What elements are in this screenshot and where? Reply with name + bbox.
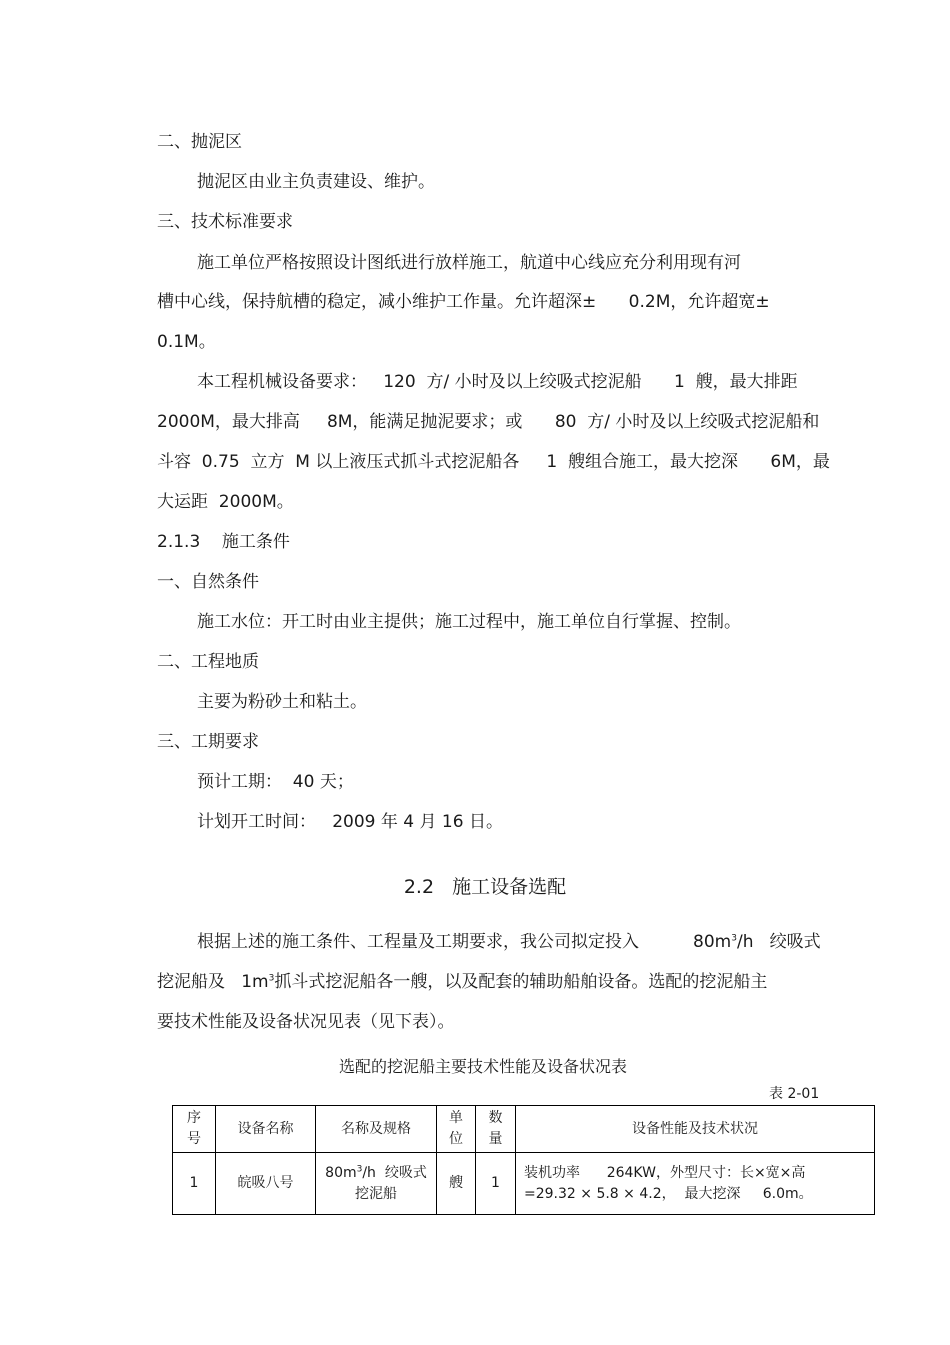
- header-unit: 单位: [437, 1106, 476, 1153]
- text-run: /h 绞吸式: [362, 1164, 427, 1181]
- text-run: /h 绞吸式: [736, 932, 821, 952]
- table-caption: 选配的挖泥船主要技术性能及设备状况表: [338, 1057, 627, 1076]
- spec-line-1: [320, 1163, 432, 1184]
- schedule-duration: 预计工期： 40 天；: [197, 772, 354, 792]
- schedule-start-date: 计划开工时间： 2009 年 4 月 16 日。: [197, 812, 503, 832]
- section-title-equipment: 2.2 施工设备选配: [403, 876, 567, 898]
- paragraph-equipment-line-1: [197, 931, 821, 953]
- header-qty: 数量: [476, 1106, 516, 1153]
- table-number: 表 2-01: [769, 1086, 820, 1102]
- header-name: 设备名称: [216, 1106, 316, 1153]
- superscript: 3: [268, 973, 275, 984]
- paragraph-standards-line-1: 施工单位严格按照设计图纸进行放样施工，航道中心线应充分利用现有河: [197, 253, 741, 273]
- paragraph-equipment-line-3: 要技术性能及设备状况见表（见下表）。: [157, 1012, 455, 1032]
- text-run: 挖泥船及 1m: [157, 972, 269, 992]
- cell-name: 皖吸八号: [216, 1153, 316, 1215]
- paragraph-equipment-req-line-1: 本工程机械设备要求： 120 方/ 小时及以上绞吸式挖泥船 1 艘，最大排距: [197, 372, 798, 392]
- header-spec: 名称及规格: [316, 1106, 437, 1153]
- heading-schedule: 三、工期要求: [157, 732, 259, 752]
- perf-line-1: 装机功率 264KW，外型尺寸：长×宽×高: [524, 1164, 806, 1181]
- table-row: [173, 1153, 875, 1215]
- paragraph-natural-conditions: 施工水位：开工时由业主提供；施工过程中，施工单位自行掌握、控制。: [197, 612, 741, 632]
- paragraph-standards-line-3: 0.1M。: [157, 332, 216, 352]
- heading-geology: 二、工程地质: [157, 652, 259, 672]
- heading-natural-conditions: 一、自然条件: [157, 572, 259, 592]
- equipment-table: [172, 1105, 875, 1215]
- heading-mud-area: 二、抛泥区: [157, 132, 242, 152]
- table-header-row: [173, 1106, 875, 1153]
- perf-line-2: =29.32 × 5.8 × 4.2， 最大挖深 6.0m。: [524, 1185, 813, 1202]
- cell-unit: 艘: [437, 1153, 476, 1215]
- paragraph-equipment-req-line-3: 斗容 0.75 立方 M 以上液压式抓斗式挖泥船各 1 艘组合施工，最大挖深 6M，最: [157, 452, 830, 472]
- cell-performance: [516, 1153, 875, 1215]
- cell-qty: 1: [476, 1153, 516, 1215]
- text-run: 抓斗式挖泥船各一艘，以及配套的辅助船舶设备。选配的挖泥船主: [274, 972, 768, 992]
- cell-no: 1: [173, 1153, 216, 1215]
- text-run: 根据上述的施工条件、工程量及工期要求，我公司拟定投入 80m: [197, 932, 732, 952]
- heading-construction-conditions: 2.1.3 施工条件: [157, 532, 290, 552]
- paragraph-standards-line-2: 槽中心线，保持航槽的稳定，减小维护工作量。允许超深± 0.2M，允许超宽±: [157, 292, 770, 312]
- superscript: 3: [356, 1163, 363, 1174]
- heading-technical-standards: 三、技术标准要求: [157, 212, 293, 232]
- superscript: 3: [731, 933, 737, 944]
- cell-spec: [316, 1153, 437, 1215]
- paragraph-mud-area: 抛泥区由业主负责建设、维护。: [197, 172, 435, 192]
- paragraph-equipment-req-line-4: 大运距 2000M。: [157, 492, 294, 512]
- header-performance: 设备性能及技术状况: [516, 1106, 875, 1153]
- text-run: 80m: [325, 1164, 357, 1181]
- header-no: 序号: [173, 1106, 216, 1153]
- paragraph-equipment-line-2: [157, 971, 767, 993]
- paragraph-geology: 主要为粉砂土和粘土。: [197, 692, 367, 712]
- paragraph-equipment-req-line-2: 2000M，最大排高 8M，能满足抛泥要求；或 80 方/ 小时及以上绞吸式挖泥船和: [157, 412, 820, 432]
- spec-line-2: 挖泥船: [355, 1185, 397, 1202]
